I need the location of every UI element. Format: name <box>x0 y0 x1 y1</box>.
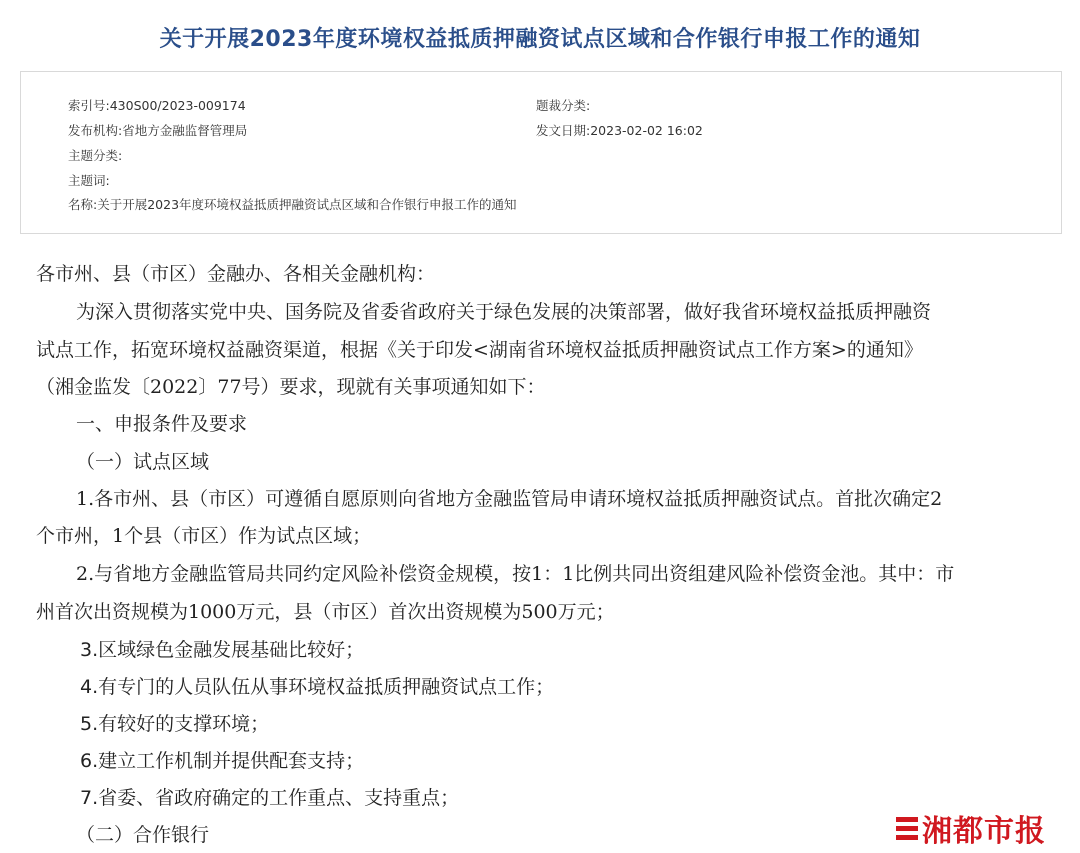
issue-date-label: 发文日期: <box>536 123 591 138</box>
publisher-label: 发布机构: <box>68 123 123 138</box>
document-name-label: 名称: <box>68 197 98 212</box>
page-title: 关于开展2023年度环境权益抵质押融资试点区域和合作银行申报工作的通知 <box>159 27 921 52</box>
item-4: 4.有专门的人员队伍从事环境权益抵质押融资试点工作； <box>80 676 555 698</box>
subsection-heading-pilot-areas: （一）试点区域 <box>76 451 210 473</box>
item-1-line-2: 个市州，1个县（市区）作为试点区域； <box>36 525 372 547</box>
publisher-field <box>68 121 247 139</box>
salutation: 各市州、县（市区）金融办、各相关金融机构： <box>36 263 436 285</box>
index-number-value: 430S00/2023-009174 <box>109 98 246 113</box>
intro-paragraph-line-2: 试点工作，拓宽环境权益融资渠道，根据《关于印发<湖南省环境权益抵质押融资试点工作方案>的通知》 <box>36 339 923 361</box>
keywords-field <box>68 171 110 189</box>
topic-category-field <box>68 146 122 164</box>
document-name-value: 关于开展2023年度环境权益抵质押融资试点区域和合作银行申报工作的通知 <box>97 197 517 212</box>
issue-date-value: 2023-02-02 16:02 <box>590 123 703 138</box>
document-metadata-box <box>20 71 1062 234</box>
issue-date-field <box>536 121 703 139</box>
item-1-line-1: 1.各市州、县（市区）可遵循自愿原则向省地方金融监管局申请环境权益抵质押融资试点。首批次确定2 <box>76 488 943 510</box>
intro-paragraph-line-1: 为深入贯彻落实党中央、国务院及省委省政府关于绿色发展的决策部署，做好我省环境权益抵质押融资 <box>76 301 932 323</box>
index-number-label: 索引号: <box>68 98 110 113</box>
section-heading-requirements: 一、申报条件及要求 <box>76 413 248 435</box>
item-6: 6.建立工作机制并提供配套支持； <box>80 750 365 772</box>
item-5: 5.有较好的支撑环境； <box>80 713 270 735</box>
genre-category-field <box>536 96 590 114</box>
genre-category-label: 题裁分类: <box>536 98 591 113</box>
newspaper-watermark-logo <box>896 808 1046 848</box>
publisher-value: 省地方金融监督管理局 <box>122 123 248 138</box>
intro-paragraph-line-3: （湘金监发〔2022〕77号）要求，现就有关事项通知如下： <box>36 376 546 398</box>
keywords-label: 主题词: <box>68 173 110 188</box>
subsection-heading-partner-banks: （二）合作银行 <box>76 824 210 846</box>
item-7: 7.省委、省政府确定的工作重点、支持重点； <box>80 787 460 809</box>
item-2-line-1: 2.与省地方金融监管局共同约定风险补偿资金规模，按1：1比例共同出资组建风险补偿资金池。其中：市 <box>76 563 955 585</box>
index-number-field <box>68 96 246 114</box>
document-name-field <box>68 195 517 213</box>
topic-category-label: 主题分类: <box>68 148 123 163</box>
item-2-line-2: 州首次出资规模为1000万元，县（市区）首次出资规模为500万元； <box>36 601 615 623</box>
logo-mark-icon <box>896 815 918 841</box>
watermark-text: 湘都市报 <box>922 814 1046 849</box>
item-3: 3.区域绿色金融发展基础比较好； <box>80 639 365 661</box>
